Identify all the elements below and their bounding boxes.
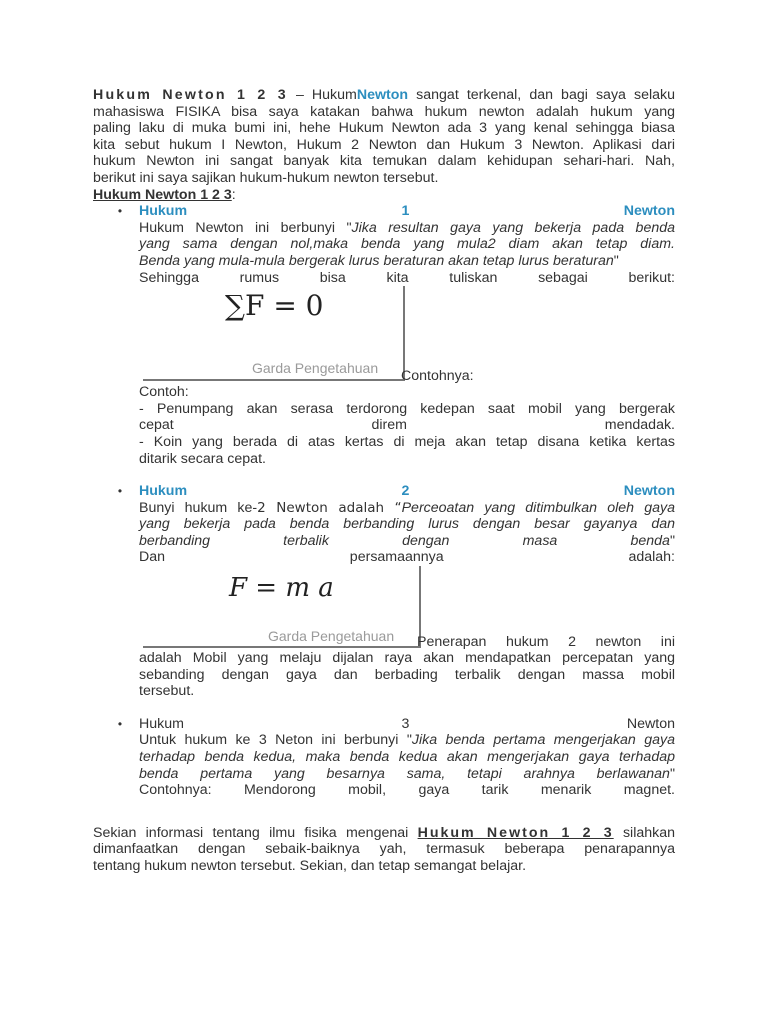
newton-link[interactable]: Newton [356, 87, 409, 103]
intro-title: Hukum Newton 1 2 3 [93, 87, 288, 103]
law-3-heading-word-1: Hukum [139, 715, 184, 732]
law-1-example-1-line-1: - Penumpang akan serasa terdorong kedepan saat mobil yang bergerak [139, 400, 675, 417]
law-1-heading-word-1: Hukum [139, 203, 188, 220]
law-3-line-3 [139, 766, 675, 783]
law-1-line-1-pre: Hukum Newton ini berbunyi " [139, 219, 352, 236]
intro-line-1 [93, 87, 675, 104]
law-2-line-4: Dan persamaannya adalah: [139, 549, 675, 566]
closing-link-hukum-newton[interactable]: Hukum Newton 1 2 3 [417, 824, 614, 841]
spacer [93, 467, 675, 483]
law-2-line-1 [139, 500, 675, 517]
law-1-heading [139, 203, 675, 220]
watermark-garda-pengetahuan: Garda Pengetahuan [252, 360, 379, 377]
bullet-icon: • [117, 716, 123, 731]
closing-line-3: tentang hukum newton tersebut. Sekian, dan tetap semangat belajar. [93, 858, 527, 874]
law-3-line-3-end: " [669, 765, 675, 782]
watermark-garda-pengetahuan: Garda Pengetahuan [268, 628, 395, 645]
law-2-line-3-end: " [669, 532, 675, 549]
law-3-line-1 [139, 732, 675, 749]
law-1-line-2: yang sama dengan nol,maka benda yang mula2 diam akan tetap diam. [139, 236, 675, 253]
formula-sum-f-equals-zero: ∑F = 0 [225, 289, 324, 323]
law-1-example-label: Contoh: [139, 384, 189, 401]
law-3-line-1-pre: Untuk hukum ke 3 Neton ini berbunyi " [139, 732, 412, 749]
law-2-after-figure: Penerapan hukum 2 newton ini [417, 634, 675, 651]
law-2-line-7: tersebut. [139, 683, 195, 700]
closing-line-2: dimanfaatkan dengan sebaik-baiknya yah, termasuk beberapa penarapannya [93, 841, 675, 858]
laws-list [93, 203, 675, 799]
list-item-law-1 [93, 203, 675, 467]
law-1-line-4: Sehingga rumus bisa kita tuliskan sebagai berikut: [139, 269, 675, 286]
law-3-line-2: terhadap benda kedua, maka benda kedua akan mengerjakan gaya terhadap [139, 749, 675, 766]
law-2-line-5: adalah Mobil yang melaju dijalan raya akan mendapatkan percepatan yang [139, 650, 675, 667]
law-2-line-1-mid: 2 Newton adalah “ [257, 499, 402, 516]
law-2-heading-word-3: Newton [623, 483, 675, 500]
law-1-line-3 [139, 253, 675, 270]
law-1-heading-word-2: 1 [401, 203, 410, 220]
intro-line-3: paling laku di muka bumi ini, hehe Hukum Newton ada 3 yang kenal sehingga biasa [93, 120, 675, 137]
law-3-line-1-ital: Jika benda pertama mengerjakan gaya [411, 732, 675, 749]
law-2-line-6: sebanding dengan gaya dan berbading terbalik dengan massa mobil [139, 666, 675, 683]
closing-line-1-post: silahkan [613, 824, 675, 841]
intro-line-2: mahasiswa FISIKA bisa saya katakan bahwa hukum newton adalah hukum yang [93, 103, 675, 120]
law-2-line-1-ital: Perceoatan yang ditimbulkan oleh gaya [401, 499, 675, 516]
spacer [93, 799, 675, 825]
law-2-figure-row [139, 566, 675, 650]
intro-line-5: hukum Newton ini sangat banyak kita temukan dalam kehidupan sehari-hari. Nah, [93, 153, 675, 170]
spacer [93, 700, 675, 716]
bullet-icon: • [117, 204, 123, 219]
document-body [93, 87, 675, 875]
law-1-line-1-ital: Jika resultan gaya yang bekerja pada benda [351, 219, 676, 236]
law-1-line-3-ital: Benda yang mula-mula bergerak lurus beraturan akan tetap lurus beraturan [139, 252, 614, 269]
law-2-heading-word-2: 2 [401, 483, 410, 500]
law-1-example-2-line-2: ditarik secara cepat. [139, 450, 266, 467]
formula-f-equals-ma: F = m a [229, 573, 334, 604]
law-2-line-3 [139, 533, 675, 550]
law-3-heading [139, 716, 675, 733]
formula-image-f-ma [143, 566, 421, 648]
law-1-example-2-line-1: - Koin yang berada di atas kertas di meja akan tetap disana ketika kertas [139, 433, 675, 450]
list-item-law-3 [93, 716, 675, 799]
law-2-heading [139, 483, 675, 500]
intro-line-6: berikut ini saya sajikan hukum-hukum newton tersebut. [93, 169, 439, 186]
formula-image-sum-f [143, 286, 405, 381]
law-3-line-4: Contohnya: Mendorong mobil, gaya tarik menarik magnet. [139, 782, 675, 799]
law-1-after-figure: Contohnya: [401, 368, 474, 385]
bullet-icon: • [117, 484, 123, 499]
law-3-heading-word-2: 3 [401, 715, 410, 732]
closing-line-1-pre: Sekian informasi tentang ilmu fisika mengenai [93, 824, 418, 841]
intro-line-4: kita sebut hukum I Newton, Hukum 2 Newton dan Hukum 3 Newton. Aplikasi dari [93, 136, 675, 153]
law-2-heading-word-1: Hukum [139, 483, 188, 500]
law-3-heading-word-3: Newton [626, 715, 675, 732]
list-item-law-2 [93, 483, 675, 700]
intro-dash-text: – Hukum [287, 87, 357, 103]
section-title-text[interactable]: Hukum Newton 1 2 3 [93, 186, 232, 203]
law-1-heading-word-3: Newton [623, 203, 675, 220]
law-2-line-1-pre: Bunyi hukum ke- [139, 499, 258, 516]
law-2-line-2: yang bekerja pada benda berbanding lurus dengan besar gayanya dan [139, 516, 675, 533]
law-1-example-1-line-2: cepat direm mendadak. [139, 417, 675, 434]
closing-line-1 [93, 825, 675, 842]
law-1-line-1 [139, 220, 675, 237]
law-1-figure-row [139, 286, 675, 384]
law-2-line-3-ital: berbanding terbalik dengan masa benda [139, 532, 670, 549]
intro-line-1-rest: sangat terkenal, dan bagi saya selaku [408, 87, 676, 103]
law-3-line-3-ital: benda pertama yang besarnya sama, tetapi arahnya berlawanan [139, 765, 670, 782]
section-title [93, 187, 675, 204]
law-1-line-3-end: " [613, 252, 619, 269]
section-title-colon: : [231, 186, 236, 203]
